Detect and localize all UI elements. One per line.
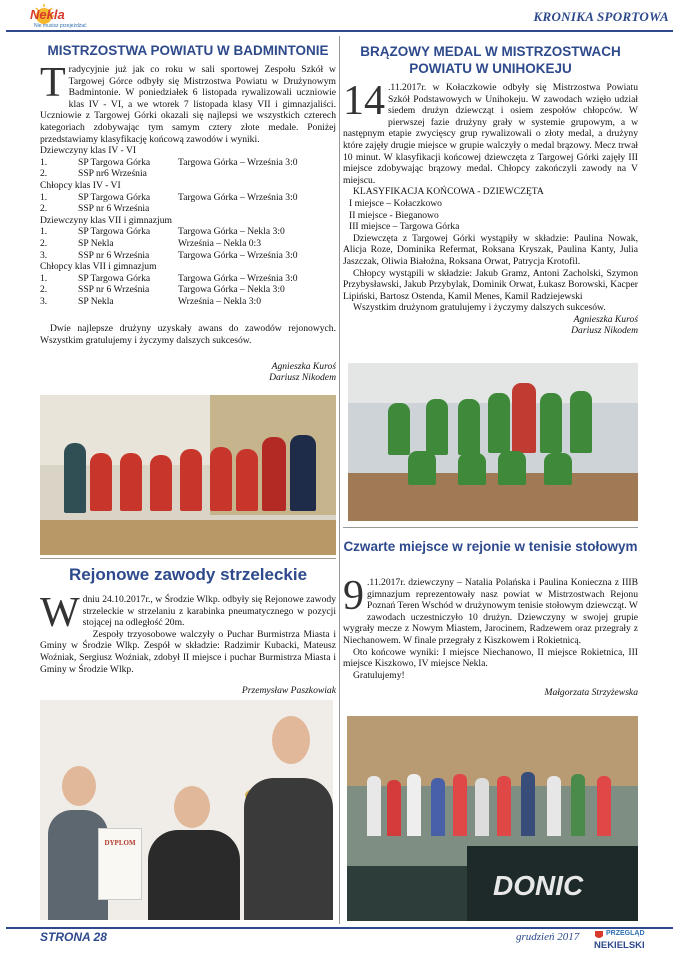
tennis-text-2: Oto końcowe wyniki: I miejsce Niechanowo, II miejsce Rokietnica, III miejsce Kiszkowo, IV miejsce Nekla. — [343, 646, 638, 670]
author-name: Przemysław Paszkowiak — [241, 685, 336, 697]
team-name: SSP nr 6 Września — [78, 203, 150, 215]
classification-list — [343, 198, 638, 233]
badminton-results — [40, 145, 336, 307]
result-row — [40, 273, 336, 285]
match-result: Targowa Górka – Września 3:0 — [178, 156, 298, 168]
match-result: Września – Nekla 0:3 — [178, 237, 261, 249]
section-divider — [343, 527, 638, 528]
classification-place: I miejsce – Kołaczkowo — [349, 197, 442, 209]
shooting-text — [40, 590, 336, 636]
match-result: Targowa Górka – Nekla 3:0 — [178, 226, 285, 238]
result-row — [40, 296, 336, 308]
result-row — [40, 203, 336, 215]
floorball-boys: Chłopcy wystąpili w składzie: Jakub Gramz, Antoni Zacholski, Szymon Przybysławski, Jakub Przybylak, Dominik Orwat, Łukasz Borowski, Kacper Lipiński, Bartosz Ostenda, Kamil Menes, Kamil Radziejewski — [343, 267, 638, 302]
tennis-text-3: Gratulujemy! — [353, 669, 405, 681]
match-result: Targowa Górka – Września 3:0 — [178, 249, 298, 261]
match-result: Targowa Górka – Września 3:0 — [178, 191, 298, 203]
badminton-closing: Dwie najlepsze drużyny uzyskały awans do zawodów rejonowych. Wszystkim gratulujemy i życzymy dalszych sukcesów. — [40, 323, 336, 347]
publication-name: PRZEGLĄD — [606, 930, 645, 937]
match-result: Targowa Górka – Września 3:0 — [178, 272, 298, 284]
badminton-article — [40, 60, 336, 384]
dropcap: T — [40, 60, 66, 106]
dropcap: 9 — [343, 573, 364, 619]
section-divider — [40, 558, 336, 559]
team-name: SSP nr 6 Września — [78, 249, 150, 261]
dropcap: W — [40, 590, 80, 636]
publication-name: NEKIELSKI — [594, 940, 645, 951]
floorball-girls: Dziewczęta z Targowej Górki wystąpiły w składzie: Paulina Nowak, Alicja Roze, Dominika Refermat, Roksana Kryszak, Paulina Kanty, Julia Jaszczak, Oliwia Białożna, Roksana Orwat, Patrycja Krotofil. — [343, 232, 638, 267]
results-group-title: Dziewczyny klas IV - VI — [40, 145, 137, 157]
rank: 2. — [40, 284, 48, 296]
diploma — [98, 828, 142, 900]
nekla-logo — [14, 4, 124, 30]
badminton-title: MISTRZOSTWA POWIATU W BADMINTONIE — [47, 43, 329, 58]
team-name: SSP nr6 Września — [78, 168, 147, 180]
result-row — [40, 192, 336, 204]
przeglad-nekielski-logo — [592, 928, 645, 958]
crest-icon — [594, 930, 604, 940]
team-name: SP Targowa Górka — [78, 272, 151, 284]
shooting-article — [40, 590, 336, 697]
footer-rule — [6, 927, 673, 929]
rank: 2. — [40, 237, 48, 249]
author-name: Dariusz Nikodem — [571, 325, 638, 337]
result-row — [40, 226, 336, 238]
logo-text: Nekla — [30, 7, 65, 22]
match-result: Targowa Górka – Nekla 3:0 — [178, 284, 285, 296]
classification-title: KLASYFIKACJA KOŃCOWA - DZIEWCZĘTA — [353, 186, 544, 198]
banner-text: DONIC — [493, 870, 584, 901]
rank: 1. — [40, 191, 48, 203]
floorball-intro-text: .11.2017r. w Kołaczkowie odbyły się Mistrzostwa Powiatu Szkół Podstawowych w Unihokeju. W zawodach wzięło udział siedem drużyn dziewcząt i osiem zespołów chłopców. W pierwszej fazie drużyny grały w systemie grupowym, a w następnym etapie zwycięscy grup rywalizowali o złoty medal, a drużyny które zajęły drugie miejsce w grupie walczyły o medal brązowy. Mecz trwał 10 minut. W klasyfikacji końcowej dziewczęta z Targowej Górki zajęły III miejsce zdobywając brązowy medal. Chłopcy zakończyli zawody na V miejscu. — [343, 82, 638, 186]
result-row — [40, 157, 336, 169]
floorball-intro — [343, 78, 638, 186]
donic-banner — [467, 846, 638, 921]
team-name: SP Targowa Górka — [78, 156, 151, 168]
tennis-title: Czwarte miejsce w rejonie w tenisie stołowym — [343, 539, 638, 554]
result-row — [40, 238, 336, 250]
rank: 1. — [40, 226, 48, 238]
author-name: Dariusz Nikodem — [269, 372, 336, 384]
classification-place: III miejsce – Targowa Górka — [349, 221, 460, 233]
floorball-title: BRĄZOWY MEDAL W MISTRZOSTWACH POWIATU W UNIHOKEJU — [360, 44, 621, 76]
classification-place: II miejsce - Bieganowo — [349, 209, 439, 221]
tennis-text-1: .11.2017r. dziewczyny – Natalia Polańska i Paulina Konieczna z IIIB gimnazjum reprezentowały nasz powiat w Mistrzostwach Rejonu Poznań Teren Wschód w drużynowym tenisie stołowym dziewcząt. W zawodach uczestniczyło 10 drużyn. Dziewczyny w swojej grupie wygrały mecze z Nowym Miastem, Jarocinem, Radzewem oraz przegrały z Niechanowem. W finale przegrały z Kiszkowem i Rokietnicą. — [343, 577, 638, 646]
shooting-team-photo — [40, 700, 333, 920]
shooting-text-1: dniu 24.10.2017r., w Środzie Wlkp. odbyły się Rejonowe zawody strzeleckie w strzelaniu z karabinka pneumatycznego w pozycji stojącej na odległość 20m. — [82, 594, 336, 629]
team-name: SP Targowa Górka — [78, 191, 151, 203]
section-title: KRONIKA SPORTOWA — [533, 9, 669, 24]
rank: 1. — [40, 156, 48, 168]
shooting-title: Rejonowe zawody strzeleckie — [68, 565, 308, 584]
rank: 2. — [40, 203, 48, 215]
result-row — [40, 250, 336, 262]
floorball-closing: Wszystkim drużynom gratulujemy i życzymy dalszych sukcesów. — [353, 302, 606, 314]
team-name: SP Nekla — [78, 237, 114, 249]
rank: 2. — [40, 168, 48, 180]
results-group-title: Dziewczyny klas VII i gimnazjum — [40, 214, 172, 226]
badminton-intro — [40, 60, 336, 145]
floorball-article — [343, 78, 638, 337]
badminton-intro-text: radycyjnie już jak co roku w sali sportowej Zespołu Szkół w Targowej Górce odbyły się Mistrzostwa Powiatu w Drużynowym Badmintonie. W poniedziałek 6 listopada rywalizowali uczniowie klas IV - VI, a we wtorek 7 listopada klasy VII i gimnazjaliści. Uczniowie z Targowej Górki okazali się najlepsi we wszystkich czterech kategoriach zdobywając tym samym cztery złote medale. Poniżej przedstawiamy klasyfikację końcową zawodów i wyniki. — [40, 64, 336, 145]
column-divider — [339, 36, 340, 924]
author-name: Agnieszka Kuroś — [271, 360, 336, 372]
logo-tagline: Nie musisz przejeżdżać — [34, 23, 87, 29]
badminton-team-photo — [40, 395, 336, 555]
page-number: STRONA 28 — [40, 930, 107, 944]
shooting-text-2: Zespoły trzyosobowe walczyły o Puchar Burmistrza Miasta i Gminy w Środzie Wlkp. Zespół w składzie: Radzimir Kubacki, Mateusz Woźniak, Sergiusz Woźniak, zdobył II miejsce i puchar Burmistrza Miasta i Gminy w Środzie Wlkp. — [40, 628, 336, 675]
dropcap: 14 — [343, 78, 385, 124]
tennis-text — [343, 573, 638, 647]
rank: 3. — [40, 295, 48, 307]
rank: 3. — [40, 249, 48, 261]
result-row — [40, 284, 336, 296]
author-name: Małgorzata Strzyżewska — [544, 687, 638, 699]
results-group-title: Chłopcy klas IV - VI — [40, 179, 121, 191]
diploma-label: DYPLOM — [104, 839, 136, 847]
results-group-title: Chłopcy klas VII i gimnazjum — [40, 261, 157, 273]
team-name: SSP nr 6 Września — [78, 284, 150, 296]
match-result: Września – Nekla 3:0 — [178, 295, 261, 307]
issue-date: grudzień 2017 — [516, 931, 580, 943]
result-row — [40, 168, 336, 180]
team-name: SP Nekla — [78, 295, 114, 307]
tennis-article — [343, 573, 638, 699]
tennis-team-photo — [347, 716, 638, 921]
team-name: SP Targowa Górka — [78, 226, 151, 238]
header-rule — [6, 30, 673, 32]
rank: 1. — [40, 272, 48, 284]
floorball-team-photo — [348, 363, 638, 521]
author-name: Agnieszka Kuroś — [573, 313, 638, 325]
